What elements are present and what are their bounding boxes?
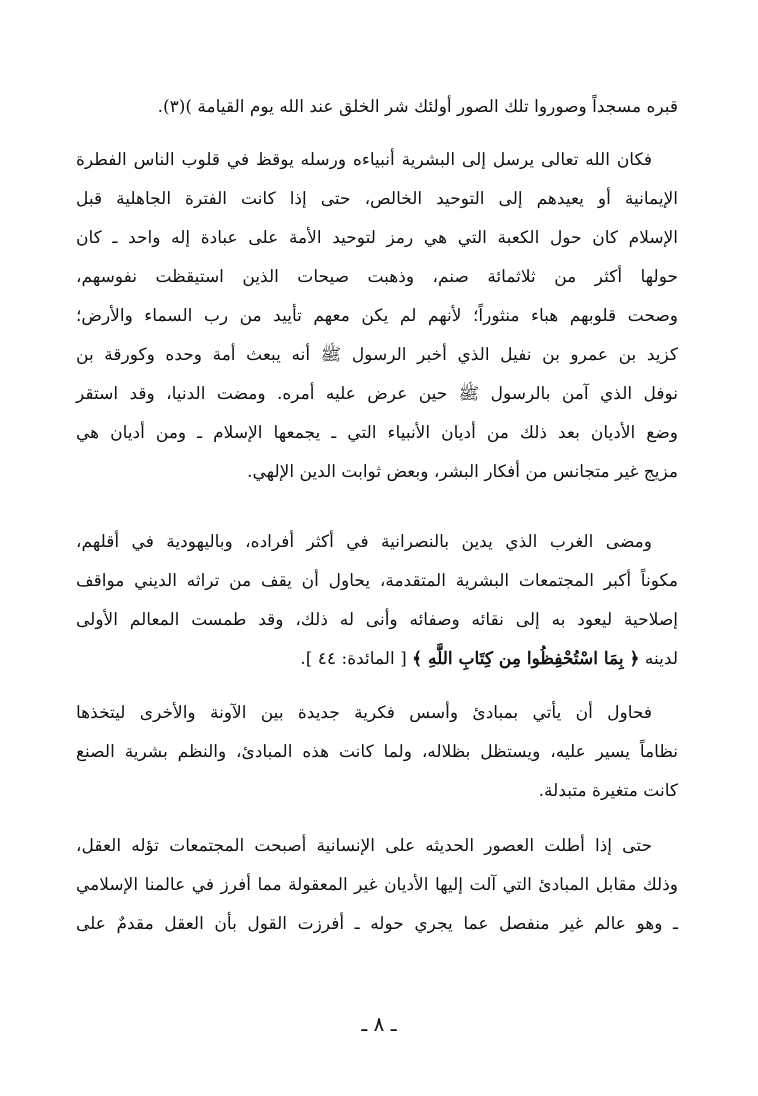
verse-reference: [ المائدة: ٤٤ ]. [300, 649, 413, 669]
text-line: الإيمانية أو يعيدهم إلى التوحيد الخالص، حتى إذا كانت الفترة الجاهلية قبل [76, 189, 678, 209]
text-line: كانت متغيرة متبدلة. [538, 781, 678, 801]
text-line: ـ وهو عالم غير منفصل عما يجري حوله ـ أفرزت القول بأن العقل مقدمٌ على [76, 914, 678, 934]
text-line: حتى إذا أطلت العصور الحديثه على الإنسانية أصبحت المجتمعات تؤله العقل، [76, 836, 652, 856]
text-line: إصلاحية ليعود به إلى نقائه وصفائه وأنى له ذلك، وقد طمست المعالم الأولى [76, 610, 678, 630]
page-number: ـ ٨ ـ [361, 1012, 397, 1036]
text-line: حولها أكثر من ثلاثمائة صنم، وذهبت صيحات الذين استيقظت نفوسهم، [76, 267, 678, 287]
text-line: نظاماً يسير عليه، ويستظل بظلاله، ولما كانت هذه المبادئ، والنظم بشرية الصنع [76, 742, 678, 762]
quran-verse: ﴿ بِمَا اسْتُحْفِظُوا مِن كِتَابِ اللَّهِ ﴾ [412, 649, 640, 669]
text-line: وصحت قلوبهم هباء منثوراً؛ لأنهم لم يكن معهم تأييد من رب السماء والأرض؛ [76, 306, 678, 326]
text-line: نوفل الذي آمن بالرسول ﷺ حين عرض عليه أمره. ومضت الدنيا، وقد استقر [76, 384, 678, 404]
text-span: لدينه [639, 649, 678, 669]
paragraph-5 [76, 827, 678, 944]
paragraph-2 [76, 141, 678, 492]
text-line: وضع الأديان بعد ذلك من أديان الأنبياء التي ـ يجمعها الإسلام ـ ومن أديان هي [76, 423, 678, 443]
text-line: فكان الله تعالى يرسل إلى البشرية أنبياءه ورسله يوقظ في قلوب الناس الفطرة [76, 150, 652, 170]
text-line: وذلك مقابل المبادئ التي آلت إليها الأديان غير المعقولة مما أفرز في عالمنا الإسلامي [76, 875, 678, 895]
text-line-with-quran-verse [76, 640, 678, 679]
paragraph-3 [76, 523, 678, 679]
text-line: كزيد بن عمرو بن نفيل الذي أخبر الرسول ﷺ أنه يبعث أمة وحده وكورقة بن [76, 345, 678, 365]
paragraph-4 [76, 694, 678, 811]
text-line: مكوناً أكبر المجتمعات البشرية المتقدمة، يحاول أن يقف من تراثه الديني مواقف [76, 571, 678, 591]
paragraph-1 [76, 88, 678, 127]
text-line: الإسلام كان حول الكعبة التي هي رمز لتوحيد الأمة على عبادة إله واحد ـ كان [76, 228, 678, 248]
text-line: فحاول أن يأتي بمبادئ وأسس فكرية جديدة بين الآونة والأخرى ليتخذها [76, 703, 652, 723]
text-line: مزيج غير متجانس من أفكار البشر، وبعض ثوابت الدين الإلهي. [247, 462, 678, 482]
text-line: ومضى الغرب الذي يدين بالنصرانية في أكثر أفراده، وباليهودية في أقلهم، [76, 532, 652, 552]
text-line: قبره مسجداً وصوروا تلك الصور أولئك شر الخلق عند الله يوم القيامة )(٣). [157, 97, 678, 117]
